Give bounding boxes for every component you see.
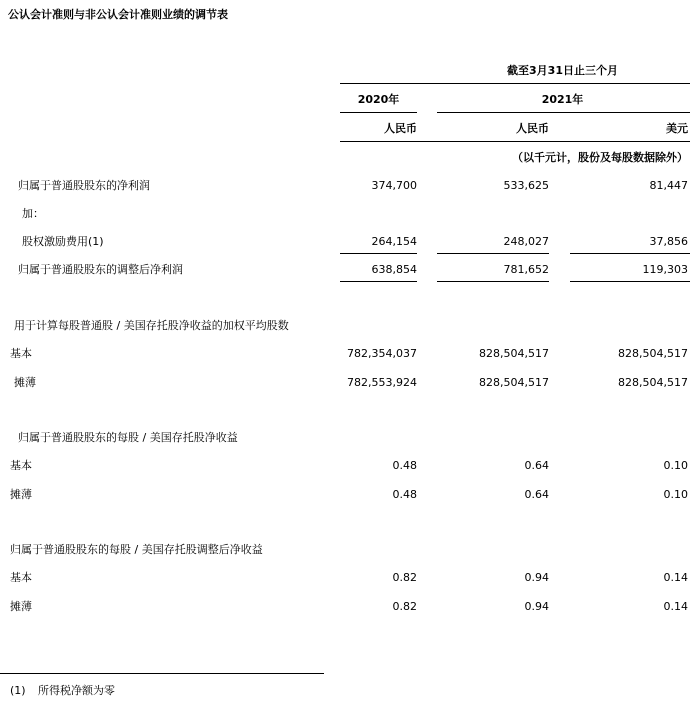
value-2020: 782,354,037 <box>347 347 417 360</box>
unit-note: （以千元计，股份及每股数据除外） <box>512 151 688 164</box>
value-2021-usd: 81,447 <box>649 179 688 192</box>
value-2021-usd: 0.14 <box>663 571 688 584</box>
total-line-2021-usd <box>570 281 690 282</box>
value-2021-rmb: 0.94 <box>524 600 549 613</box>
value-2021-rmb: 781,652 <box>503 263 549 276</box>
value-2021-rmb: 248,027 <box>503 235 549 248</box>
value-2021-rmb: 828,504,517 <box>479 376 549 389</box>
row-label: 基本 <box>10 571 32 584</box>
value-2021-usd: 119,303 <box>642 263 688 276</box>
value-2020: 638,854 <box>371 263 417 276</box>
currency-usd-2021: 美元 <box>666 122 688 135</box>
value-2020: 782,553,924 <box>347 376 417 389</box>
row-label: 摊薄 <box>14 376 36 389</box>
value-2021-usd: 0.10 <box>663 459 688 472</box>
subtotal-line-2021-rmb <box>437 253 549 254</box>
value-2020: 0.48 <box>392 488 417 501</box>
value-2020: 374,700 <box>371 179 417 192</box>
value-2021-usd: 828,504,517 <box>618 347 688 360</box>
footnote-text: 所得税净额为零 <box>38 684 115 697</box>
subtotal-line-2021-usd <box>570 253 690 254</box>
total-line-2021-rmb <box>437 281 549 282</box>
section-heading: 归属于普通股股东的每股 / 美国存托股净收益 <box>18 431 238 444</box>
row-label: 股权激励费用(1) <box>22 235 104 248</box>
value-2021-usd: 828,504,517 <box>618 376 688 389</box>
year-2021-header: 2021年 <box>541 93 584 106</box>
value-2021-usd: 37,856 <box>649 235 688 248</box>
year-2020-header: 2020年 <box>357 93 400 106</box>
row-label: 基本 <box>10 347 32 360</box>
footnote-marker: (1) <box>10 684 26 697</box>
total-line-2020 <box>340 281 417 282</box>
value-2021-rmb: 533,625 <box>503 179 549 192</box>
row-label: 加： <box>22 207 44 220</box>
value-2021-rmb: 0.64 <box>524 488 549 501</box>
value-2020: 264,154 <box>371 235 417 248</box>
value-2020: 0.82 <box>392 600 417 613</box>
page-title: 公认会计准则与非公认会计准则业绩的调节表 <box>8 8 228 21</box>
subtotal-line-2020 <box>340 253 417 254</box>
value-2021-usd: 0.10 <box>663 488 688 501</box>
value-2021-rmb: 0.64 <box>524 459 549 472</box>
row-label: 归属于普通股股东的净利润 <box>18 179 150 192</box>
value-2020: 0.82 <box>392 571 417 584</box>
footnote-divider <box>0 673 324 674</box>
section-heading: 归属于普通股股东的每股 / 美国存托股调整后净收益 <box>10 543 263 556</box>
year-2021-underline <box>437 112 690 113</box>
row-label: 摊薄 <box>10 488 32 501</box>
value-2021-rmb: 0.94 <box>524 571 549 584</box>
row-label: 归属于普通股股东的调整后净利润 <box>18 263 183 276</box>
currency-rmb-2020: 人民币 <box>384 122 417 135</box>
value-2021-rmb: 828,504,517 <box>479 347 549 360</box>
value-2020: 0.48 <box>392 459 417 472</box>
row-label: 摊薄 <box>10 600 32 613</box>
section-heading: 用于计算每股普通股 / 美国存托股净收益的加权平均股数 <box>14 319 289 332</box>
currency-rmb-2021: 人民币 <box>516 122 549 135</box>
period-header: 截至3月31日止三个月 <box>507 64 618 77</box>
value-2021-usd: 0.14 <box>663 600 688 613</box>
row-label: 基本 <box>10 459 32 472</box>
period-underline <box>340 83 690 84</box>
year-2020-underline <box>340 112 417 113</box>
currency-underline <box>340 141 690 142</box>
